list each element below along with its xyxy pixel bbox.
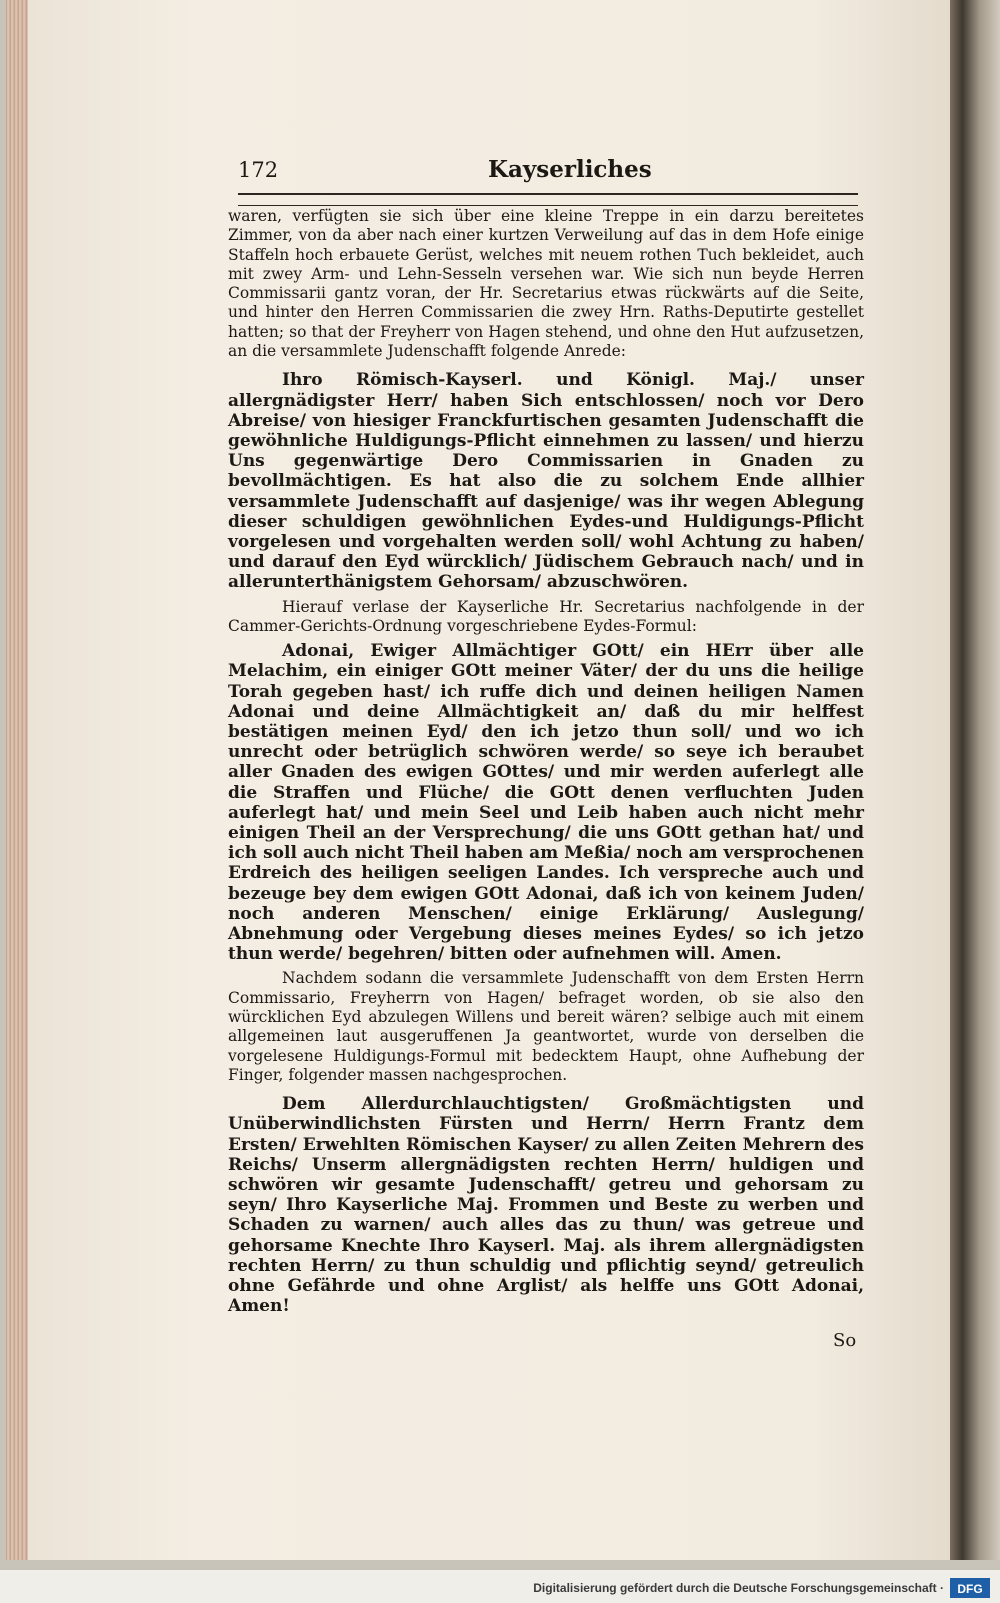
paragraph-narrative-2: Hierauf verlase der Kayserliche Hr. Secretarius nachfolgende in der Cammer-Gerichts-Ordnung vorgeschriebene Eydes-Formul: — [228, 597, 864, 635]
page-number: 172 — [238, 158, 279, 182]
paragraph-homage-oath: Dem Allerdurchlauchtigsten/ Großmächtigsten und Unüberwindlichsten Fürsten und Herrn/ Herrn Frantz dem Ersten/ Erwehlten Römischen Kayser/ zu allen Zeiten Mehrern des Reichs/ Unserm allergnädigsten rechten Herrn/ huldigen und schwören wir gesamte Judenschafft/ getreu und gehorsam zu seyn/ Ihro Kayserliche Maj. Frommen und Beste zu werben und Schaden zu warnen/ auch alles das zu thun/ was getreue und gehorsame Knechte Ihro Kayserl. Maj. als ihrem allergnädigsten rechten Herrn/ zu thun schuldig und pflichtig seynd/ getreulich ohne Gefährde und ohne Arglist/ als helffe uns GOtt Adonai, Amen! — [228, 1094, 864, 1317]
ornamental-rule — [238, 193, 858, 206]
paragraph-oath-formula: Adonai, Ewiger Allmächtiger GOtt/ ein HErr über alle Melachim, ein einiger GOtt meiner Väter/ der du uns die heilige Torah gegeben hast/ ich ruffe dich und deinen heiligen Namen Adonai und deine Allmächtigkeit an/ daß du mir helffest bestätigen meinen Eyd/ den ich jetzo thun soll/ und wo ich unrecht oder betrüglich schwören werde/ so seye ich beraubet aller Gnaden des ewigen GOttes/ und mir werden auferlegt alle die Straffen und Flüche/ die GOtt denen verfluchten Juden auferlegt hat/ und mein Seel und Leib haben auch nicht mehr einigen Theil an der Versprechung/ die uns GOtt gethan hat/ und ich soll auch nicht Theil haben am Meßia/ noch am versprochenen Erdreich des heiligen seeligen Landes. Ich verspreche auch und bezeuge bey dem ewigen GOtt Adonai, daß ich von keinem Juden/ noch anderen Menschen/ einige Erklärung/ Auslegung/ Abnehmung oder Vergebung dieses meines Eydes/ so ich jetzo thun werde/ begehren/ bitten oder aufnehmen will. Amen. — [228, 641, 864, 965]
page-edges — [6, 0, 28, 1560]
paragraph-narrative-1: waren, verfügten sie sich über eine kleine Treppe in ein darzu bereitetes Zimmer, von da aber nach einer kurtzen Verweilung auf das in dem Hofe einige Staffeln hoch erbauete Gerüst, welches mit neuem rothen Tuch bekleidet, auch mit zwey Arm- und Lehn-Sesseln versehen war. Wie sich nun beyde Herren Commissarii gantz voran, der Hr. Secretarius etwas rückwärts auf die Seite, und hinter den Herren Commissarien die zwey Hrn. Raths-Deputirte gestellet hatten; so that der Freyherr von Hagen stehend, und ohne den Hut aufzusetzen, an die versammlete Judenschafft folgende Anrede: — [228, 207, 864, 361]
paragraph-narrative-3: Nachdem sodann die versammlete Judenschafft von dem Ersten Herrn Commissario, Freyherrn von Hagen/ befraget worden, ob sie also den würcklichen Eyd abzulegen Willens und bereit wären? selbige auch mit einem allgemeinen laut ausgeruffenen Ja geantwortet, wurde von derselben die vorgelesene Huldigungs-Formul mit bedecktem Haupt, ohne Aufhebung der Finger, folgender massen nachgesprochen. — [228, 969, 864, 1084]
dfg-credit: Digitalisierung gefördert durch die Deutsche Forschungsgemeinschaft · — [533, 1581, 944, 1595]
page-header — [238, 158, 868, 188]
running-title: Kayserliches — [488, 156, 652, 183]
catchword: So — [833, 1330, 857, 1351]
book-binding — [950, 0, 1000, 1560]
paragraph-speech: Ihro Römisch-Kayserl. und Königl. Maj./ unser allergnädigster Herr/ haben Sich entschlossen/ noch vor Dero Abreise/ von hiesiger Franckfurtischen gesamten Judenschafft die gewöhnliche Huldigungs-Pflicht einnehmen zu lassen/ und hierzu Uns gegenwärtige Dero Commissarien in Gnaden zu bevollmächtigen. Es hat also die zu solchem Ende allhier versammlete Judenschafft auf dasjenige/ was ihr wegen Ablegung dieser schuldigen gewöhnlichen Eydes-und Huldigungs-Pflicht vorgelesen und vorgehalten werden soll/ wohl Achtung zu haben/ und darauf den Eyd würcklich/ Jüdischem Gebrauch nach/ und in allerunterthänigstem Gehorsam/ abzuschwören. — [228, 370, 864, 593]
footer-bar — [0, 1574, 1000, 1603]
page-body — [228, 207, 864, 1321]
dfg-logo-icon — [950, 1578, 990, 1598]
dfg-logo-text: DFG — [957, 1582, 983, 1596]
